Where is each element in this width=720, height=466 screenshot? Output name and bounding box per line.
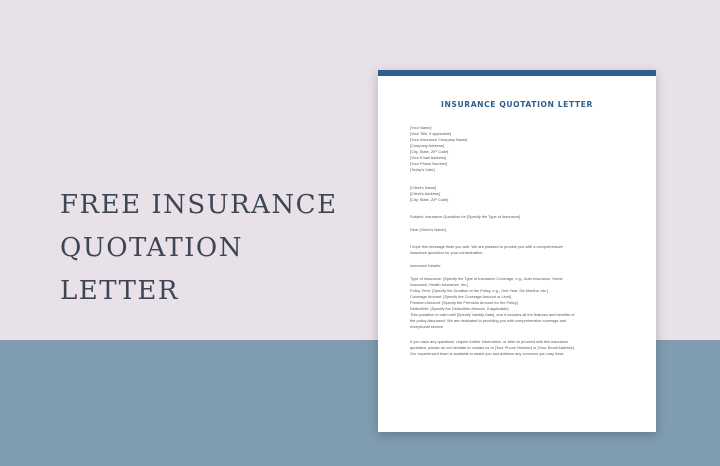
document-header-bar [378,70,656,76]
recipient-block [410,185,632,203]
closing-line: Our experienced team is available to assist you and address any concerns you may have. [410,351,565,356]
details-line: the policy discussed. We are dedicated to providing you with comprehensive coverage and [410,318,567,323]
details-block [410,276,632,330]
details-line: exceptional service. [410,324,445,329]
sender-block [410,125,632,173]
letter-body [410,125,632,357]
intro-paragraph [410,244,632,256]
sender-line: [Your Email Address] [410,155,446,160]
intro-line: insurance quotation for your consideration. [410,250,484,255]
details-line: Deductible: [Specify the Deductible Amount, if applicable] [410,306,509,311]
sender-line: [Company Address] [410,143,444,148]
document-title: INSURANCE QUOTATION LETTER [441,100,593,109]
closing-line: quotation, please do not hesitate to contact us at [Your Phone Number] or [Your Email Address]. [410,345,575,350]
details-line: Type of Insurance: [Specify the Type of Insurance Coverage, e.g., Auto Insurance, Home [410,276,563,281]
details-line: Policy Term: [Specify the Duration of the Policy, e.g., One Year, Six Months, etc.] [410,288,549,293]
heading-line-2: QUOTATION [60,233,243,263]
sender-line: [Your Title, if applicable] [410,131,451,136]
recipient-line: [City, State, ZIP Code] [410,197,449,202]
details-heading-text: Insurance Details: [410,263,442,268]
closing-line: If you have any questions, require further information, or wish to proceed with this insurance [410,339,569,344]
details-line: Insurance, Health Insurance, etc.] [410,282,469,287]
sender-line: [Today's Date] [410,167,435,172]
sender-line: [Your Phone Number] [410,161,448,166]
recipient-line: [Client's Address] [410,191,440,196]
details-line: This quotation is valid until [Specify Validity Date], and it includes all the features and benefits of [410,312,575,317]
details-line: Coverage Amount: [Specify the Coverage Amount or Limit] [410,294,511,299]
details-line: Premium Amount: [Specify the Premium Amount for the Policy] [410,300,518,305]
heading-line-3: LETTER [60,276,179,306]
salutation-text: Dear [Client's Name], [410,227,447,232]
page-heading [60,184,360,313]
sender-line: [Your Name] [410,125,432,130]
heading-line-1: FREE INSURANCE [60,190,338,220]
sender-line: [City, State, ZIP Code] [410,149,449,154]
closing-paragraph [410,339,632,357]
intro-line: I hope this message finds you well. We are pleased to provide you with a comprehensive [410,244,563,249]
letter-document [378,70,656,432]
sender-line: [Your Insurance Company Name] [410,137,468,142]
subject-text: Subject: Insurance Quotation for [Specify the Type of Insurance] [410,214,521,219]
recipient-line: [Client's Name] [410,185,437,190]
